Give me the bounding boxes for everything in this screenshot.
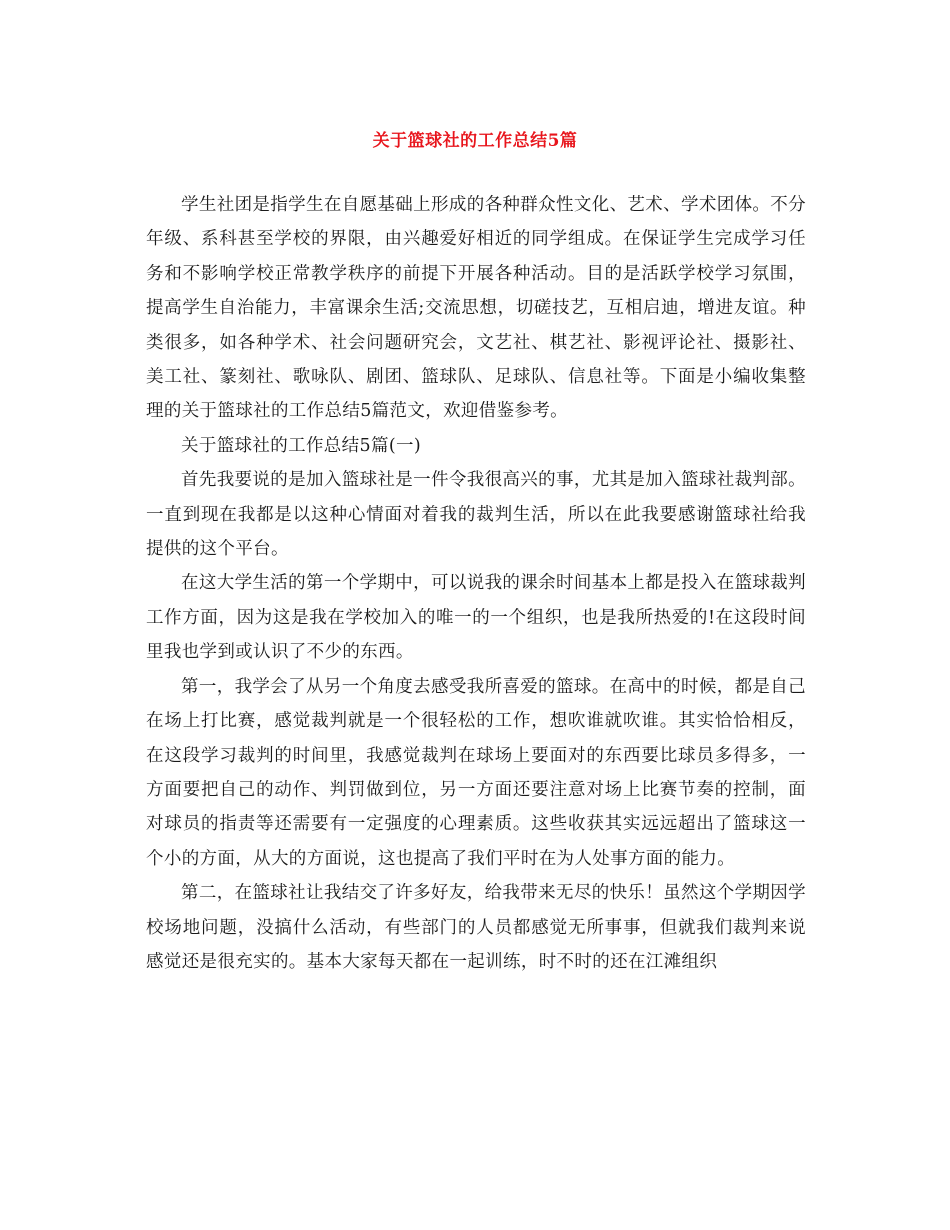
section-heading: 关于篮球社的工作总结5篇(一) <box>181 435 422 456</box>
paragraph-intro: 学生社团是指学生在自愿基础上形成的各种群众性文化、艺术、学术团体。不分年级、系科甚至学校的界限，由兴趣爱好相近的同学组成。在保证学生完成学习任务和不影响学校正常教学秩序的前提下开展各种活动。目的是活跃学校学习氛围，提高学生自治能力，丰富课余生活;交流思想，切磋技艺，互相启迪，增进友谊。种类很多，如各种学术、社会问题研究会，文艺社、棋艺社、影视评论社、摄影社、美工社、篆刻社、歌咏队、剧团、篮球队、足球队、信息社等。下面是小编收集整理的关于篮球社的工作总结5篇范文，欢迎借鉴参考。 <box>146 195 806 422</box>
paragraph: 第一，我学会了从另一个角度去感受我所喜爱的篮球。在高中的时候，都是自己在场上打比赛，感觉裁判就是一个很轻松的工作，想吹谁就吹谁。其实恰恰相反，在这段学习裁判的时间里，我感觉裁判在球场上要面对的东西要比球员多得多，一方面要把自己的动作、判罚做到位，另一方面还要注意对场上比赛节奏的控制，面对球员的指责等还需要有一定强度的心理素质。这些收获其实远远超出了篮球这一个小的方面，从大的方面说，这也提高了我们平时在为人处事方面的能力。 <box>146 676 806 869</box>
paragraph: 首先我要说的是加入篮球社是一件令我很高兴的事，尤其是加入篮球社裁判部。一直到现在我都是以这种心情面对着我的裁判生活，所以在此我要感谢篮球社给我提供的这个平台。 <box>146 470 806 560</box>
paragraph: 在这大学生活的第一个学期中，可以说我的课余时间基本上都是投入在篮球裁判工作方面，因为这是我在学校加入的唯一的一个组织，也是我所热爱的!在这段时间里我也学到或认识了不少的东西。 <box>146 573 806 663</box>
document-title: 关于篮球社的工作总结5篇 <box>372 131 578 151</box>
document-body <box>146 188 806 979</box>
paragraph: 第二，在篮球社让我结交了许多好友，给我带来无尽的快乐！虽然这个学期因学校场地问题，没搞什么活动，有些部门的人员都感觉无所事事，但就我们裁判来说感觉还是很充实的。基本大家每天都在一起训练，时不时的还在江滩组织 <box>146 883 806 972</box>
